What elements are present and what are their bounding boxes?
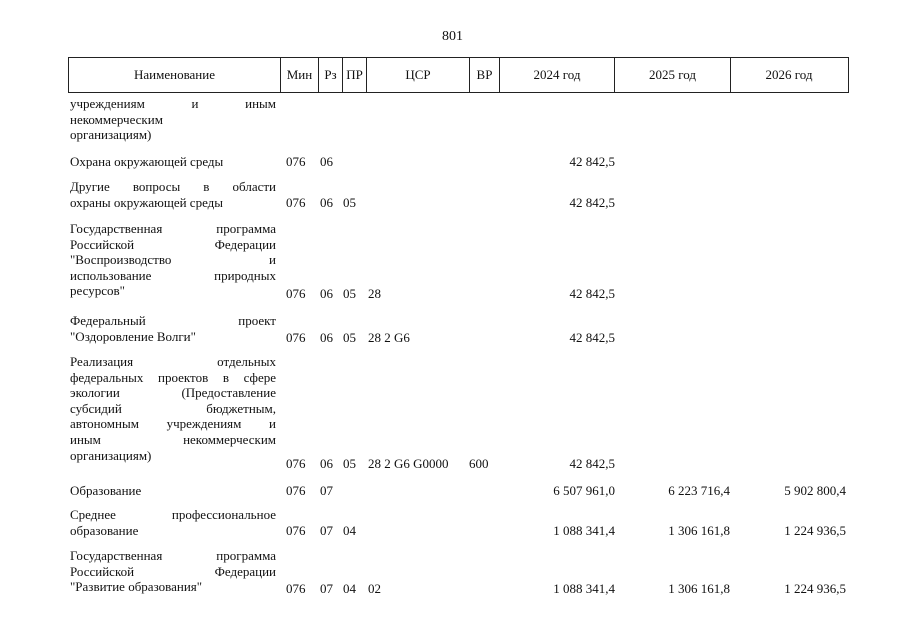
cell-min: 076 [286,154,306,169]
table-row [68,96,849,144]
header-csr: ЦСР [367,58,470,92]
cell-rz: 07 [320,581,333,596]
cell-csr: 28 [368,286,381,301]
cell-min: 076 [286,483,306,498]
cell-2024: 42 842,5 [569,195,615,210]
cell-pr: 05 [343,456,356,471]
cell-pr: 04 [343,523,356,538]
cell-csr: 28 2 G6 G0000 [368,456,449,471]
row-name-line: ресурсов" [70,283,125,299]
row-name-line: Образование [70,483,142,498]
header-2026: 2026 год [765,67,813,82]
cell-2024: 1 088 341,4 [553,523,615,538]
row-name-line: "Воспроизводство и [70,252,276,268]
header-pr: ПР [343,58,367,92]
header-name: Наименование [69,58,281,92]
cell-min: 076 [286,523,306,538]
row-name-line: "Оздоровление Волги" [70,328,196,344]
cell-2025: 1 306 161,8 [668,581,730,596]
cell-2024: 42 842,5 [569,154,615,169]
table-row [68,507,849,539]
cell-2025: 1 306 161,8 [668,523,730,538]
cell-rz: 07 [320,523,333,538]
page-number: 801 [442,29,463,44]
row-name [70,354,276,463]
table-header [68,57,849,93]
row-name-line: Охрана окружающей среды [70,154,224,169]
row-name [70,96,276,143]
row-name-line: учреждениям и иным [70,96,276,111]
row-name-line: Российской Федерации [70,236,276,252]
header-2024: 2024 год [500,58,615,92]
table-row [68,354,849,472]
row-name-line: Федеральный проект [70,313,276,328]
cell-csr: 02 [368,581,381,596]
cell-rz: 06 [320,330,333,345]
row-name-line: использование природных [70,267,276,283]
header-min: Мин [281,58,319,92]
row-name-line: образование [70,522,139,538]
row-name-line: организациям) [70,447,152,463]
row-name-line: автономным учреждениям и [70,416,276,432]
row-name-line: федеральных проектов в сфере [70,369,276,385]
table-row [68,154,849,170]
cell-min: 076 [286,456,306,471]
cell-rz: 06 [320,154,333,169]
cell-pr: 05 [343,330,356,345]
table-row [68,483,849,499]
row-name-line: субсидий бюджетным, [70,400,276,416]
row-name-line: Государственная программа [70,548,276,563]
row-name-line: Российской Федерации [70,563,276,579]
cell-min: 076 [286,286,306,301]
cell-min: 076 [286,195,306,210]
row-name-line: некоммерческим [70,111,163,127]
table-row [68,221,849,302]
cell-2026: 1 224 936,5 [784,581,846,596]
row-name-line: Государственная программа [70,221,276,236]
cell-2024: 1 088 341,4 [553,581,615,596]
cell-2026: 5 902 800,4 [784,483,846,498]
header-2025: 2025 год [615,58,731,92]
row-name-line: организациям) [70,127,152,143]
cell-rz: 07 [320,483,333,498]
cell-min: 076 [286,330,306,345]
row-name-line: Реализация отдельных [70,354,276,369]
cell-pr: 04 [343,581,356,596]
cell-rz: 06 [320,456,333,471]
row-name-line: Другие вопросы в области [70,179,276,194]
cell-2024: 42 842,5 [569,286,615,301]
cell-vr: 600 [469,456,489,471]
row-name-line: охраны окружающей среды [70,194,224,210]
cell-2024: 42 842,5 [569,330,615,345]
cell-2024: 42 842,5 [569,456,615,471]
table-row [68,548,849,597]
cell-rz: 06 [320,195,333,210]
cell-min: 076 [286,581,306,596]
header-rz: Рз [319,58,343,92]
table-row [68,313,849,346]
row-name-line: Среднее профессиональное [70,507,276,522]
cell-rz: 06 [320,286,333,301]
row-name-line: экологии (Предоставление [70,385,276,401]
cell-pr: 05 [343,195,356,210]
cell-csr: 28 2 G6 [368,330,410,345]
cell-2025: 6 223 716,4 [668,483,730,498]
table-row [68,179,849,211]
header-vr: ВР [470,58,500,92]
row-name-line: иным некоммерческим [70,431,276,447]
cell-2026: 1 224 936,5 [784,523,846,538]
cell-2024: 6 507 961,0 [553,483,615,498]
cell-pr: 05 [343,286,356,301]
row-name-line: "Развитие образования" [70,579,203,595]
